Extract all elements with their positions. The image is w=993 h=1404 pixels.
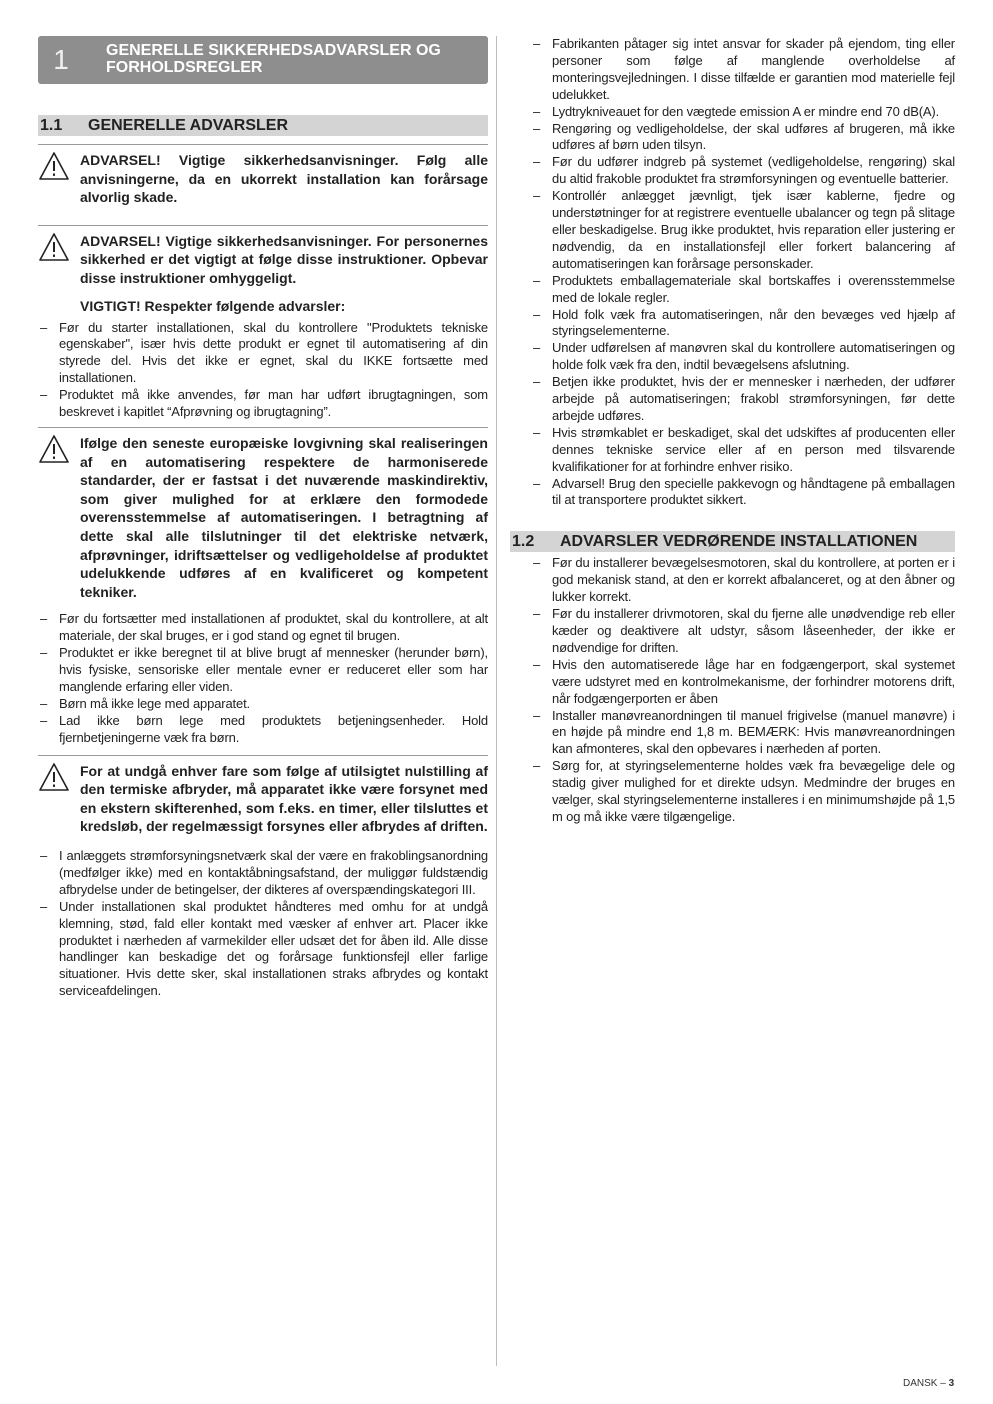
- list-item: – Produktets emballagemateriale skal bortskaffes i overensstemmelse med de lokale regler.: [531, 273, 955, 307]
- list-item: – Kontrollér anlægget jævnligt, tjek især kablerne, fjedre og understøtninger for at registrere eventuelle ubalancer og tegn på slitage eller beskadigelse. Brug ikke produktet, hvis reparation eller justering er nødvendig, da en installationsfejl eller forkert balancering af automatiseringen kan forårsage personskader.: [531, 188, 955, 273]
- list-item: – Produktet er ikke beregnet til at blive brugt af mennesker (herunder børn), hvis fysiske, sensoriske eller mentale evner er reduceret eller som har manglende erfaring eller viden.: [38, 645, 488, 696]
- warning-block-1: [38, 144, 488, 207]
- list-item: – Hvis den automatiserede låge har en fodgængerport, skal systemet være udstyret med en kontrolmekanisme, der forhindrer motorens drift, når fodgængerporten er åben: [531, 657, 955, 708]
- list-item: – Før du udfører indgreb på systemet (vedligeholdelse, rengøring) skal du altid frakoble produktet fra strømforsyningen og eventuelle batterier.: [531, 154, 955, 188]
- list-item: – Fabrikanten påtager sig intet ansvar for skader på ejendom, ting eller personer som følge af manglende overholdelse af monteringsvejledningen. I disse tilfælde er garantien mod materielle fejl udelukket.: [531, 36, 955, 104]
- warning-triangle-icon: [38, 151, 80, 207]
- section-number: 1.2: [512, 532, 535, 550]
- warning-block-4: [38, 755, 488, 836]
- section-heading-1-2: [510, 531, 955, 552]
- section-heading-1-1: [38, 115, 488, 136]
- chapter-number: 1: [53, 44, 69, 75]
- list-item: – Før du installerer bevægelsesmotoren, skal du kontrollere, at porten er i god mekanisk stand, at den er korrekt afbalanceret, og at den åbner og lukker korrekt.: [531, 555, 955, 606]
- warning4-list: [38, 848, 488, 1000]
- left-column: [38, 36, 488, 1000]
- installation-warnings-list: [510, 555, 955, 826]
- list-item: – Børn må ikke lege med apparatet.: [38, 696, 488, 713]
- warning-triangle-icon: [38, 232, 80, 320]
- section-number: 1.1: [40, 116, 63, 134]
- warning-text-4: For at undgå enhver fare som følge af utilsigtet nulstilling af den termiske afbryder, må apparatet ikke være forsynet med en ekstern skifterenhed, som f.eks. en timer, eller tilsluttes et kredsløb, der regelmæssigt forsynes eller afbrydes af driften.: [80, 762, 488, 835]
- warning-block-3: [38, 427, 488, 601]
- general-warnings-continued: [510, 36, 955, 509]
- list-item: – Før du installerer drivmotoren, skal du fjerne alle unødvendige reb eller kæder og deaktivere alt udstyr, såsom låseenheder, der ikke er nødvendige for driften.: [531, 606, 955, 657]
- section-title: GENERELLE ADVARSLER: [88, 116, 289, 134]
- list-item: – I anlæggets strømforsyningsnetværk skal der være en frakoblingsanordning (medfølger ikke) med en kontaktåbningsafstand, der muliggør fuldstændig afbrydelse under de betingelser, der dikteres af overspændingskategori III.: [38, 848, 488, 899]
- section-title: ADVARSLER VEDRØRENDE INSTALLATIONEN: [560, 532, 918, 550]
- warning-text-2: ADVARSEL! Vigtige sikkerhedsanvisninger. For personernes sikkerhed er det vigtigt at følge disse instruktioner. Opbevar disse instruktioner omhyggeligt.: [80, 232, 488, 286]
- list-item: – Betjen ikke produktet, hvis der er mennesker i nærheden, der udfører arbejde på automatiseringen; frakobl strømforsyningen, før dette arbejde udføres.: [531, 374, 955, 425]
- page-footer: [903, 1378, 954, 1389]
- warning-text-1: ADVARSEL! Vigtige sikkerhedsanvisninger. Følg alle anvisningerne, da en ukorrekt installation kan forårsage alvorlig skade.: [80, 152, 488, 206]
- list-item: – Hvis strømkablet er beskadiget, skal det udskiftes af producenten eller dennes tekniske service eller af en person med tilsvarende kvalifikationer for at forhindre enhver risiko.: [531, 425, 955, 476]
- column-divider: [496, 36, 497, 1366]
- warning-block-2: [38, 225, 488, 320]
- page-number: 3: [948, 1378, 955, 1389]
- chapter-header: [38, 36, 488, 84]
- list-item: – Rengøring og vedligeholdelse, der skal udføres af brugeren, må ikke udføres af børn uden tilsyn.: [531, 121, 955, 155]
- list-item: – Før du starter installationen, skal du kontrollere "Produktets tekniske egenskaber", især hvis dette produkt er egnet til automatisering af din styrede del. Hvis det ikke er egnet, skal du IKKE fortsætte med installationen.: [38, 320, 488, 388]
- list-item: – Lad ikke børn lege med produktets betjeningsenheder. Hold fjernbetjeningerne væk fra børn.: [38, 713, 488, 747]
- important-heading: VIGTIGT! Respekter følgende advarsler:: [80, 297, 346, 314]
- warning-text-3: Ifølge den seneste europæiske lovgivning skal realiseringen af en automatisering respektere de harmoniserede standarder, der er fastsat i det nuværende maskindirektiv, som giver mulighed for at erklære den formodede overensstemmelse af automatiseringen. I betragtning af dette skal alle tilslutninger til det elektriske netværk, afprøvninger, idriftsættelser og vedligeholdelse af produktet udelukkende udføres af en kvalificeret og kompetent tekniker.: [80, 435, 488, 600]
- footer-language: DANSK –: [903, 1378, 946, 1389]
- list-item: – Advarsel! Brug den specielle pakkevogn og håndtagene på emballagen til at transportere produktet sikkert.: [531, 476, 955, 510]
- warning-triangle-icon: [38, 762, 80, 836]
- list-item: – Lydtrykniveauet for den vægtede emission A er mindre end 70 dB(A).: [531, 104, 955, 121]
- list-item: – Installer manøvreanordningen til manuel frigivelse (manuel manøvre) i en højde på mindre end 1,8 m. BEMÆRK: Hvis manøvreanordningen kan afmonteres, skal den opbevares i nærheden af porten.: [531, 708, 955, 759]
- right-column: [510, 36, 955, 826]
- list-item: – Før du fortsætter med installationen af produktet, skal du kontrollere, at alt materiale, der skal bruges, er i god stand og egnet til brugen.: [38, 611, 488, 645]
- chapter-title: GENERELLE SIKKERHEDSADVARSLER OG FORHOLDSREGLER: [106, 42, 441, 76]
- list-item: – Sørg for, at styringselementerne holdes væk fra bevægelige dele og stadig giver mulighed for et direkte udsyn. Medmindre der bruges en vælger, skal styringselementerne installeres i en minimumshøjde på 1,5 m og må ikke være tilgængelige.: [531, 758, 955, 826]
- important-list: [38, 320, 488, 421]
- list-item: – Produktet må ikke anvendes, før man har udført ibrugtagningen, som beskrevet i kapitlet “Afprøvning og ibrugtagning”.: [38, 387, 488, 421]
- list-item: – Under installationen skal produktet håndteres med omhu for at undgå klemning, stød, fald eller kontakt med væsker af enhver art. Placer ikke produktet i nærheden af varmekilder eller udsæt det for åben ild. Alle disse handlinger kan beskadige det og forårsage funktionsfejl eller farlige situationer. Hvis dette sker, skal installationen straks afbrydes og kontakt serviceafdelingen.: [38, 899, 488, 1000]
- warning-triangle-icon: [38, 434, 80, 601]
- list-item: – Hold folk væk fra automatiseringen, når den bevæges ved hjælp af styringselementerne.: [531, 307, 955, 341]
- list-item: – Under udførelsen af manøvren skal du kontrollere automatiseringen og holde folk væk fra den, indtil bevægelsens afslutning.: [531, 340, 955, 374]
- warning3-list: [38, 611, 488, 746]
